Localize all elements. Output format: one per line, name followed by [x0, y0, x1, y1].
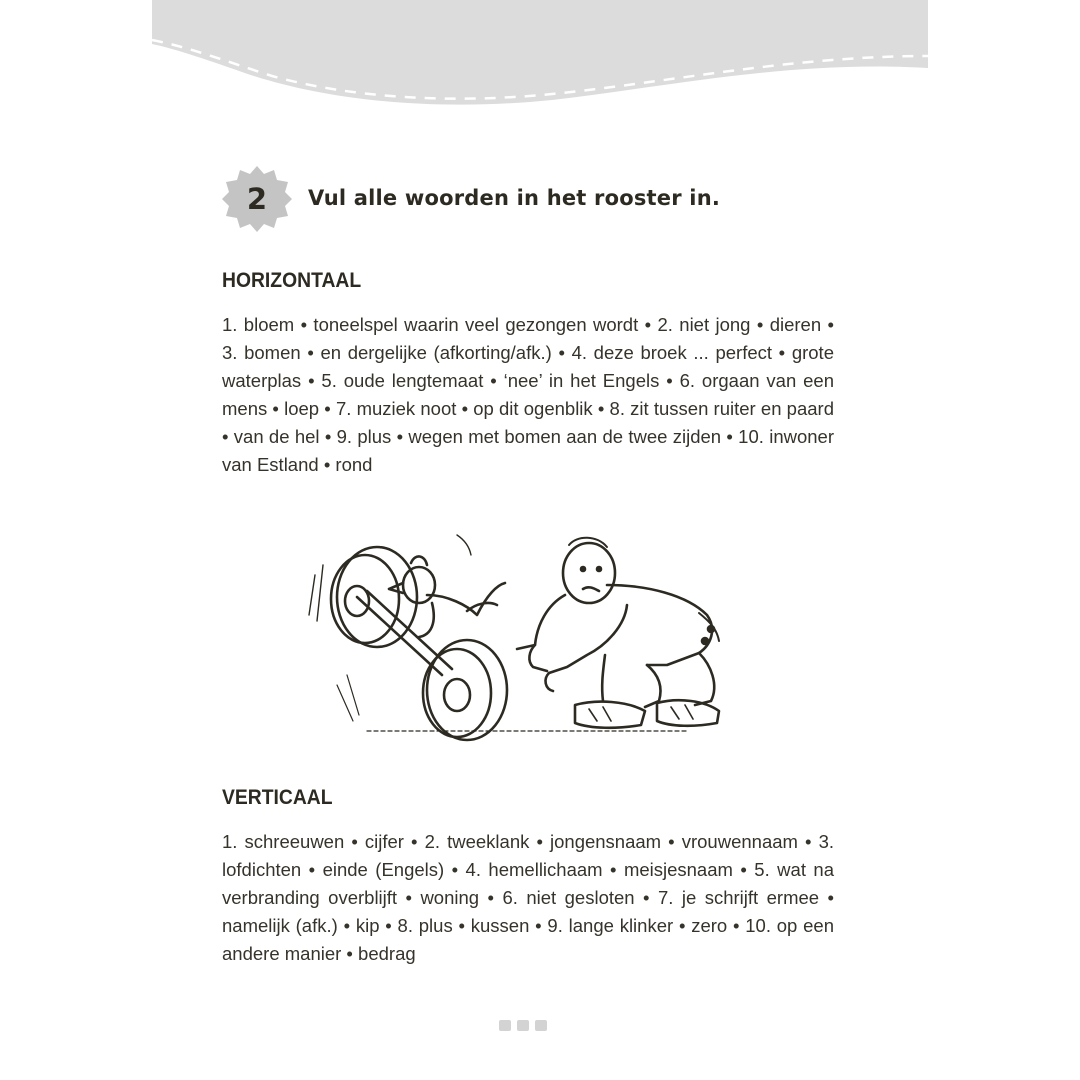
exercise-number: 2: [246, 182, 268, 216]
exercise-number-badge: [222, 164, 292, 234]
header-band: [152, 0, 928, 120]
workbook-page: [152, 0, 928, 1080]
page-dot: [499, 1020, 511, 1031]
weightlifter-chicken-illustration: [307, 525, 767, 745]
verticaal-clues: 1. schreeuwen • cijfer • 2. tweeklank • jongensnaam • vrouwennaam • 3. lofdichten • einde (Engels) • 4. hemellichaam • meisjesnaam • 5. wat na verbranding overblijft • woning • 6. niet gesloten • 7. je schrijft ermee • namelijk (afk.) • kip • 8. plus • kussen • 9. lange klinker • zero • 10. op een andere manier • bedrag: [222, 831, 834, 964]
page-dot: [517, 1020, 529, 1031]
horizontaal-clues: 1. bloem • toneelspel waarin veel gezongen wordt • 2. niet jong • dieren • 3. bomen • en dergelijke (afkorting/afk.) • 4. deze broek ... perfect • grote waterplas • 5. oude lengtemaat • ‘nee’ in het Engels • 6. orgaan van een mens • loep • 7. muziek noot • op dit ogenblik • 8. zit tussen ruiter en paard • van de hel • 9. plus • wegen met bomen aan de twee zijden • 10. inwoner van Estland • rond: [222, 314, 834, 475]
verticaal-heading: VERTICAAL: [222, 786, 333, 809]
horizontaal-heading: HORIZONTAAL: [222, 269, 362, 292]
page-dot: [535, 1020, 547, 1031]
page-indicator-dots: [499, 1020, 547, 1031]
exercise-instruction: Vul alle woorden in het rooster in.: [308, 186, 721, 210]
